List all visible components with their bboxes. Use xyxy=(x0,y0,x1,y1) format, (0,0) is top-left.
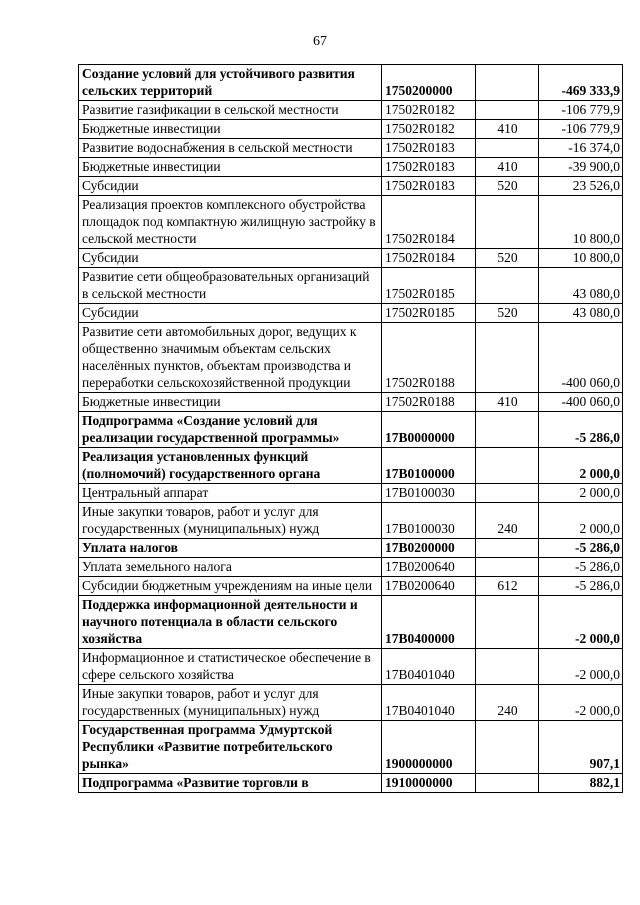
row-expense-type-cell xyxy=(476,558,539,577)
row-sum-cell: 2 000,0 xyxy=(539,448,623,484)
row-code-cell: 17502R0182 xyxy=(382,120,476,139)
row-expense-type-cell: 612 xyxy=(476,577,539,596)
row-sum-cell: 907,1 xyxy=(539,721,623,774)
budget-table xyxy=(78,64,623,793)
row-code-cell: 17502R0184 xyxy=(382,196,476,249)
row-code-cell: 17502R0182 xyxy=(382,101,476,120)
row-sum-cell: 43 080,0 xyxy=(539,268,623,304)
row-sum-cell: 10 800,0 xyxy=(539,196,623,249)
row-expense-type-cell xyxy=(476,448,539,484)
row-expense-type-cell xyxy=(476,323,539,393)
row-name-cell: Иные закупки товаров, работ и услуг для государственных (муниципальных) нужд xyxy=(79,685,382,721)
row-sum-cell: 2 000,0 xyxy=(539,503,623,539)
row-name-cell: Подпрограмма «Развитие торговли в xyxy=(79,774,382,793)
row-sum-cell: -400 060,0 xyxy=(539,323,623,393)
row-expense-type-cell xyxy=(476,268,539,304)
table-row xyxy=(79,596,623,649)
table-row xyxy=(79,177,623,196)
row-sum-cell: -106 779,9 xyxy=(539,120,623,139)
row-code-cell: 17502R0188 xyxy=(382,393,476,412)
row-code-cell: 17В0100030 xyxy=(382,484,476,503)
row-name-cell: Центральный аппарат xyxy=(79,484,382,503)
row-code-cell: 17502R0183 xyxy=(382,158,476,177)
row-name-cell: Субсидии xyxy=(79,177,382,196)
row-expense-type-cell: 520 xyxy=(476,304,539,323)
row-sum-cell: -400 060,0 xyxy=(539,393,623,412)
row-name-cell: Реализация проектов комплексного обустройства площадок под компактную жилищную застройку в сельской местности xyxy=(79,196,382,249)
row-code-cell: 17В0100000 xyxy=(382,448,476,484)
row-expense-type-cell xyxy=(476,196,539,249)
row-name-cell: Развитие водоснабжения в сельской местности xyxy=(79,139,382,158)
row-code-cell: 17В0200640 xyxy=(382,577,476,596)
row-sum-cell: -39 900,0 xyxy=(539,158,623,177)
row-expense-type-cell: 240 xyxy=(476,685,539,721)
table-row xyxy=(79,484,623,503)
table-row xyxy=(79,685,623,721)
row-code-cell: 17502R0185 xyxy=(382,268,476,304)
table-row xyxy=(79,393,623,412)
row-code-cell: 17502R0184 xyxy=(382,249,476,268)
row-expense-type-cell xyxy=(476,774,539,793)
row-sum-cell: -16 374,0 xyxy=(539,139,623,158)
row-expense-type-cell: 410 xyxy=(476,393,539,412)
row-code-cell: 17В0401040 xyxy=(382,685,476,721)
table-row xyxy=(79,120,623,139)
table-row xyxy=(79,101,623,120)
row-sum-cell: -106 779,9 xyxy=(539,101,623,120)
row-code-cell: 17502R0183 xyxy=(382,177,476,196)
row-sum-cell: -2 000,0 xyxy=(539,596,623,649)
row-sum-cell: -5 286,0 xyxy=(539,539,623,558)
row-code-cell: 17502R0183 xyxy=(382,139,476,158)
row-expense-type-cell: 520 xyxy=(476,249,539,268)
row-name-cell: Бюджетные инвестиции xyxy=(79,158,382,177)
row-name-cell: Подпрограмма «Создание условий для реализации государственной программы» xyxy=(79,412,382,448)
row-name-cell: Субсидии бюджетным учреждениям на иные цели xyxy=(79,577,382,596)
row-expense-type-cell xyxy=(476,721,539,774)
row-name-cell: Бюджетные инвестиции xyxy=(79,120,382,139)
row-expense-type-cell xyxy=(476,101,539,120)
table-row xyxy=(79,649,623,685)
table-row xyxy=(79,721,623,774)
row-sum-cell: 2 000,0 xyxy=(539,484,623,503)
table-row xyxy=(79,577,623,596)
table-row xyxy=(79,558,623,577)
row-sum-cell: -469 333,9 xyxy=(539,65,623,101)
row-name-cell: Уплата земельного налога xyxy=(79,558,382,577)
row-code-cell: 1910000000 xyxy=(382,774,476,793)
row-sum-cell: 10 800,0 xyxy=(539,249,623,268)
row-name-cell: Создание условий для устойчивого развития сельских территорий xyxy=(79,65,382,101)
row-sum-cell: 23 526,0 xyxy=(539,177,623,196)
row-expense-type-cell xyxy=(476,649,539,685)
row-name-cell: Государственная программа Удмуртской Республики «Развитие потребительского рынка» xyxy=(79,721,382,774)
row-expense-type-cell xyxy=(476,484,539,503)
table-row xyxy=(79,65,623,101)
table-row xyxy=(79,323,623,393)
row-expense-type-cell xyxy=(476,539,539,558)
row-name-cell: Поддержка информационной деятельности и научного потенциала в области сельского хозяйства xyxy=(79,596,382,649)
row-name-cell: Уплата налогов xyxy=(79,539,382,558)
row-sum-cell: -5 286,0 xyxy=(539,577,623,596)
row-expense-type-cell xyxy=(476,412,539,448)
budget-table-body xyxy=(79,65,623,793)
row-name-cell: Информационное и статистическое обеспечение в сфере сельского хозяйства xyxy=(79,649,382,685)
row-name-cell: Иные закупки товаров, работ и услуг для государственных (муниципальных) нужд xyxy=(79,503,382,539)
table-row xyxy=(79,412,623,448)
row-expense-type-cell: 410 xyxy=(476,120,539,139)
row-expense-type-cell: 520 xyxy=(476,177,539,196)
row-code-cell: 17В0400000 xyxy=(382,596,476,649)
row-sum-cell: -2 000,0 xyxy=(539,685,623,721)
row-code-cell: 17502R0188 xyxy=(382,323,476,393)
table-row xyxy=(79,774,623,793)
table-row xyxy=(79,268,623,304)
row-expense-type-cell: 410 xyxy=(476,158,539,177)
row-code-cell: 1900000000 xyxy=(382,721,476,774)
row-expense-type-cell: 240 xyxy=(476,503,539,539)
row-code-cell: 17502R0185 xyxy=(382,304,476,323)
row-code-cell: 17В0200640 xyxy=(382,558,476,577)
row-name-cell: Развитие сети автомобильных дорог, ведущих к общественно значимым объектам сельских населённых пунктов, объектам производства и переработки сельскохозяйственной продукции xyxy=(79,323,382,393)
table-row xyxy=(79,304,623,323)
row-code-cell: 1750200000 xyxy=(382,65,476,101)
row-code-cell: 17В0401040 xyxy=(382,649,476,685)
page-number: 67 xyxy=(313,34,327,49)
row-sum-cell: 43 080,0 xyxy=(539,304,623,323)
row-expense-type-cell xyxy=(476,65,539,101)
row-sum-cell: 882,1 xyxy=(539,774,623,793)
table-row xyxy=(79,196,623,249)
table-row xyxy=(79,448,623,484)
row-name-cell: Субсидии xyxy=(79,249,382,268)
row-expense-type-cell xyxy=(476,139,539,158)
row-expense-type-cell xyxy=(476,596,539,649)
row-code-cell: 17В0000000 xyxy=(382,412,476,448)
row-name-cell: Бюджетные инвестиции xyxy=(79,393,382,412)
row-name-cell: Субсидии xyxy=(79,304,382,323)
row-code-cell: 17В0100030 xyxy=(382,503,476,539)
row-sum-cell: -5 286,0 xyxy=(539,558,623,577)
table-row xyxy=(79,139,623,158)
table-row xyxy=(79,539,623,558)
table-row xyxy=(79,503,623,539)
table-row xyxy=(79,249,623,268)
row-code-cell: 17В0200000 xyxy=(382,539,476,558)
row-name-cell: Развитие сети общеобразовательных организаций в сельской местности xyxy=(79,268,382,304)
row-name-cell: Реализация установленных функций (полномочий) государственного органа xyxy=(79,448,382,484)
table-row xyxy=(79,158,623,177)
row-sum-cell: -5 286,0 xyxy=(539,412,623,448)
row-sum-cell: -2 000,0 xyxy=(539,649,623,685)
row-name-cell: Развитие газификации в сельской местности xyxy=(79,101,382,120)
